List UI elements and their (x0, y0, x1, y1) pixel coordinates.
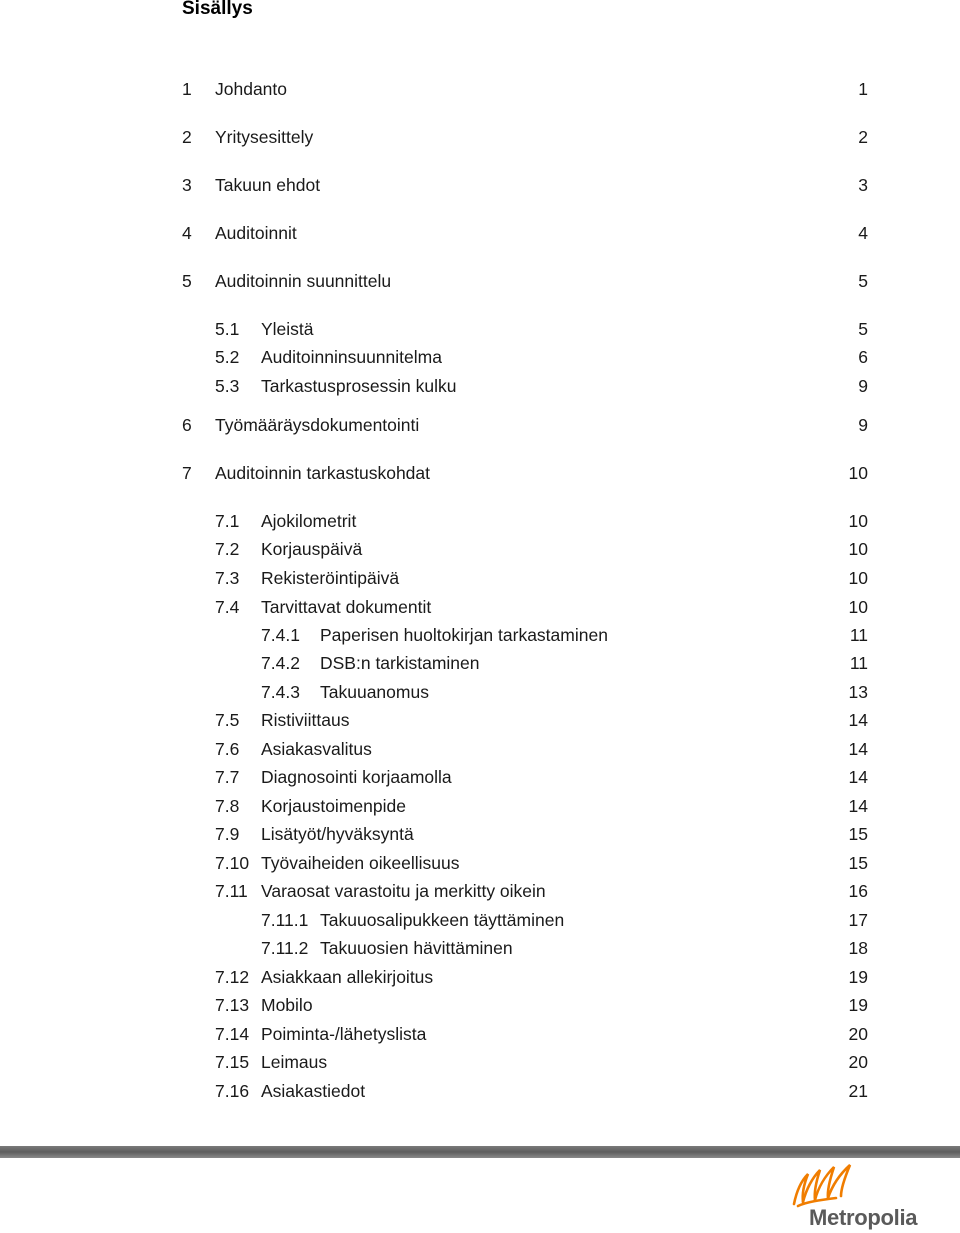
toc-entry-title: Auditoinnit (215, 223, 297, 243)
metropolia-logo (786, 1160, 926, 1232)
toc-entry-title: Johdanto (215, 79, 288, 99)
page-title: Sisällys (182, 0, 253, 19)
toc-entry[interactable] (0, 567, 960, 589)
toc-entry-number: 7.6 (215, 739, 240, 759)
toc-entry-page-number: 14 (848, 739, 868, 759)
toc-entry-title: DSB:n tarkistaminen (320, 653, 480, 673)
toc-entry-number: 7.3 (215, 568, 240, 588)
toc-entry-title: Auditoinninsuunnitelma (261, 347, 442, 367)
toc-entry-number: 5.1 (215, 319, 240, 339)
toc-entry-page-number: 20 (848, 1024, 868, 1044)
toc-entry-number: 3 (182, 175, 192, 195)
toc-entry-number: 7.4.3 (261, 682, 300, 702)
toc-entry-page-number: 10 (848, 463, 868, 483)
toc-entry[interactable] (0, 624, 960, 646)
toc-entry-number: 7.10 (215, 853, 250, 873)
toc-entry[interactable] (0, 681, 960, 703)
toc-entry-page-number: 11 (849, 653, 868, 673)
toc-entry[interactable] (0, 375, 960, 397)
toc-entry-number: 7.9 (215, 824, 240, 844)
toc-entry-title: Asiakastiedot (261, 1081, 366, 1101)
toc-entry-title: Työmääräysdokumentointi (215, 415, 420, 435)
toc-entry-page-number: 15 (848, 824, 868, 844)
toc-entry-title: Paperisen huoltokirjan tarkastaminen (320, 625, 608, 645)
toc-entry-number: 7.11.1 (261, 910, 309, 930)
toc-entry[interactable] (0, 174, 960, 196)
toc-entry-title: Takuun ehdot (215, 175, 321, 195)
toc-entry[interactable] (0, 738, 960, 760)
toc-entry-title: Poiminta-/lähetyslista (261, 1024, 427, 1044)
toc-entry-title: Työvaiheiden oikeellisuus (261, 853, 460, 873)
toc-entry-number: 1 (182, 79, 192, 99)
toc-entry-title: Yritysesittely (215, 127, 314, 147)
toc-entry-title: Varaosat varastoitu ja merkitty oikein (261, 881, 546, 901)
toc-entry-title: Ristiviittaus (261, 710, 350, 730)
toc-entry-page-number: 3 (858, 175, 868, 195)
toc-entry-page-number: 1 (858, 79, 868, 99)
toc-entry-number: 7.5 (215, 710, 240, 730)
toc-entry[interactable] (0, 78, 960, 100)
toc-entry-number: 7.4.2 (261, 653, 300, 673)
toc-entry-title: Takuuosalipukkeen täyttäminen (320, 910, 565, 930)
toc-entry-page-number: 2 (858, 127, 868, 147)
toc-entry-title: Diagnosointi korjaamolla (261, 767, 452, 787)
toc-entry[interactable] (0, 318, 960, 340)
toc-entry-page-number: 10 (848, 597, 868, 617)
toc-entry-page-number: 11 (849, 625, 868, 645)
toc-entry-page-number: 21 (848, 1081, 868, 1101)
toc-entry-number: 7.12 (215, 967, 250, 987)
toc-entry-page-number: 14 (848, 796, 868, 816)
toc-entry-page-number: 6 (858, 347, 868, 367)
toc-entry-title: Ajokilometrit (261, 511, 357, 531)
toc-entry-title: Rekisteröintipäivä (261, 568, 400, 588)
toc-entry[interactable] (0, 766, 960, 788)
toc-entry[interactable] (0, 222, 960, 244)
toc-entry[interactable] (0, 510, 960, 532)
toc-entry-title: Auditoinnin tarkastuskohdat (215, 463, 430, 483)
toc-entry[interactable] (0, 126, 960, 148)
toc-entry-number: 5.2 (215, 347, 240, 367)
toc-entry-title: Tarvittavat dokumentit (261, 597, 432, 617)
toc-entry[interactable] (0, 709, 960, 731)
toc-entry[interactable] (0, 1051, 960, 1073)
toc-entry[interactable] (0, 795, 960, 817)
toc-entry-title: Mobilo (261, 995, 313, 1015)
toc-entry-title: Lisätyöt/hyväksyntä (261, 824, 414, 844)
toc-entry[interactable] (0, 414, 960, 436)
toc-entry-title: Asiakkaan allekirjoitus (261, 967, 434, 987)
toc-entry-page-number: 14 (848, 710, 868, 730)
toc-entry-number: 7.16 (215, 1081, 250, 1101)
toc-entry-page-number: 19 (848, 995, 868, 1015)
toc-entry-page-number: 14 (848, 767, 868, 787)
toc-entry-title: Asiakasvalitus (261, 739, 372, 759)
toc-entry-page-number: 9 (858, 376, 868, 396)
toc-entry[interactable] (0, 1080, 960, 1102)
toc-entry-page-number: 16 (848, 881, 868, 901)
toc-entry-title: Takuuosien hävittäminen (320, 938, 513, 958)
toc-entry-page-number: 10 (848, 511, 868, 531)
toc-entry-number: 7.4.1 (261, 625, 300, 645)
toc-entry-number: 7.4 (215, 597, 240, 617)
toc-entry-page-number: 20 (848, 1052, 868, 1072)
toc-entry-page-number: 18 (848, 938, 868, 958)
toc-entry-number: 2 (182, 127, 192, 147)
toc-entry[interactable] (0, 966, 960, 988)
toc-entry[interactable] (0, 346, 960, 368)
toc-entry[interactable] (0, 994, 960, 1016)
toc-entry-number: 6 (182, 415, 192, 435)
toc-entry-number: 4 (182, 223, 192, 243)
footer-bar (0, 1146, 960, 1158)
toc-entry[interactable] (0, 462, 960, 484)
toc-entry-number: 7.8 (215, 796, 240, 816)
toc-entry-number: 7.11.2 (261, 938, 309, 958)
toc-entry[interactable] (0, 937, 960, 959)
toc-entry-number: 7.15 (215, 1052, 250, 1072)
toc-entry-page-number: 17 (848, 910, 868, 930)
toc-entry-number: 7 (182, 463, 192, 483)
toc-entry-title: Takuuanomus (320, 682, 429, 702)
toc-entry-page-number: 13 (848, 682, 868, 702)
toc-entry-page-number: 5 (858, 319, 868, 339)
toc-entry-page-number: 10 (848, 539, 868, 559)
toc-entry-page-number: 5 (858, 271, 868, 291)
toc-entry-number: 5.3 (215, 376, 240, 396)
toc-entry-page-number: 4 (858, 223, 868, 243)
toc-entry-title: Korjaustoimenpide (261, 796, 406, 816)
toc-entry[interactable] (0, 652, 960, 674)
toc-entry-page-number: 19 (848, 967, 868, 987)
toc-entry-page-number: 15 (848, 853, 868, 873)
toc-entry[interactable] (0, 1023, 960, 1045)
toc-entry-number: 7.7 (215, 767, 240, 787)
toc-entry[interactable] (0, 596, 960, 618)
toc-entry[interactable] (0, 852, 960, 874)
toc-entry[interactable] (0, 909, 960, 931)
toc-entry-page-number: 10 (848, 568, 868, 588)
toc-entry-title: Yleistä (261, 319, 314, 339)
toc-entry[interactable] (0, 880, 960, 902)
toc-entry[interactable] (0, 823, 960, 845)
toc-entry-number: 7.2 (215, 539, 240, 559)
toc-entry-title: Leimaus (261, 1052, 328, 1072)
toc-entry-number: 7.13 (215, 995, 250, 1015)
toc-entry[interactable] (0, 270, 960, 292)
toc-entry-number: 7.14 (215, 1024, 250, 1044)
toc-entry-number: 5 (182, 271, 192, 291)
toc-entry-title: Auditoinnin suunnittelu (215, 271, 392, 291)
metropolia-logo-text: Metropolia (809, 1205, 918, 1230)
toc-entry[interactable] (0, 538, 960, 560)
toc-entry-number: 7.11 (215, 881, 248, 901)
toc-entry-title: Korjauspäivä (261, 539, 363, 559)
toc-entry-page-number: 9 (858, 415, 868, 435)
toc-entry-number: 7.1 (215, 511, 240, 531)
toc-entry-title: Tarkastusprosessin kulku (261, 376, 457, 396)
